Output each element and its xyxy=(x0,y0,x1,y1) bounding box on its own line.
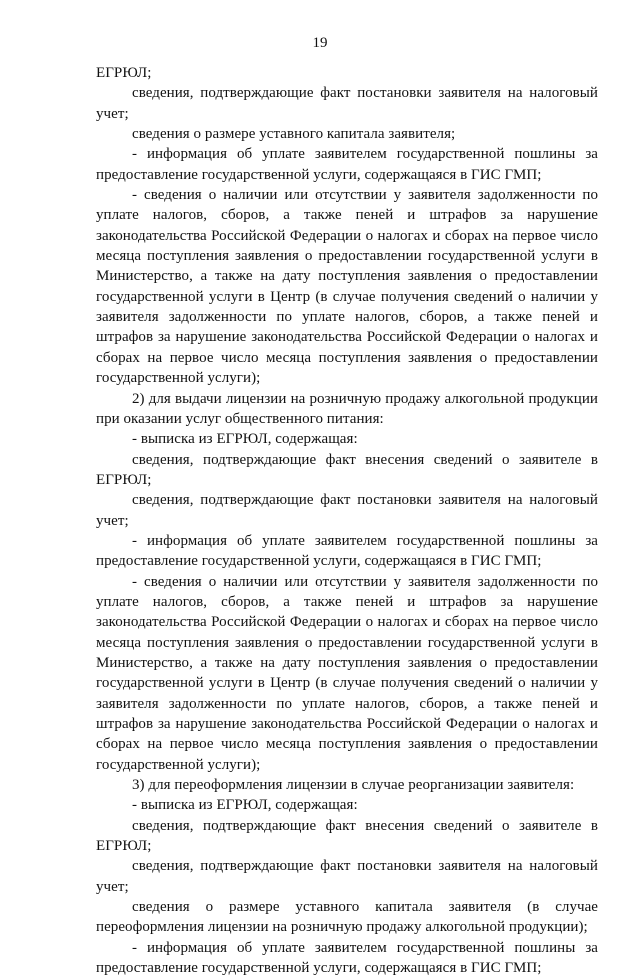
paragraph: - сведения о наличии или отсутствии у заявителя задолженности по уплате налогов, сборов, а также пеней и штрафов за нарушение законодательства Российской Федерации о налогах и сборах на первое число месяца поступления заявления о предоставлении государственной услуги в Министерство, а также на дату поступления заявления о предоставлении государственной услуги в Центр (в случае получения сведений о наличии у заявителя задолженности по уплате налогов, сборов, а также пеней и штрафов за нарушение законодательства Российской Федерации о налогах и сборах на первое число месяца поступления заявления о предоставлении государственной услуги); xyxy=(96,573,598,773)
paragraph: - информация об уплате заявителем государственной пошлины за предоставление государственной услуги, содержащаяся в ГИС ГМП; xyxy=(96,532,598,570)
paragraph: 3) для переоформления лицензии в случае реорганизации заявителя: xyxy=(132,777,575,794)
paragraph: сведения о размере уставного капитала заявителя; xyxy=(132,126,456,143)
paragraph: сведения, подтверждающие факт внесения сведений о заявителе в ЕГРЮЛ; xyxy=(96,451,598,488)
paragraph: сведения, подтверждающие факт постановки заявителя на налоговый учет; xyxy=(96,492,598,529)
document-body xyxy=(96,63,598,978)
paragraph: сведения, подтверждающие факт внесения сведений о заявителе в ЕГРЮЛ; xyxy=(96,817,598,855)
paragraph: ЕГРЮЛ; xyxy=(96,65,152,81)
paragraph: - сведения о наличии или отсутствии у заявителя задолженности по уплате налогов, сборов, а также пеней и штрафов за нарушение законодательства Российской Федерации о налогах и сборах на первое число месяца поступления заявления о предоставлении государственной услуги в Министерство, а также на дату поступления заявления о предоставлении государственной услуги в Центр (в случае получения сведений о наличии у заявителя задолженности по уплате налогов, сборов, а также пеней и штрафов за нарушение законодательства Российской Федерации о налогах и сборах на первое число месяца поступления заявления о предоставлении государственной услуги); xyxy=(96,187,598,387)
paragraph: - выписка из ЕГРЮЛ, содержащая: xyxy=(132,431,358,448)
paragraph: 2) для выдачи лицензии на розничную продажу алкогольной продукции при оказании услуг общественного питания: xyxy=(96,390,598,427)
paragraph: - информация об уплате заявителем государственной пошлины за предоставление государственной услуги, содержащаяся в ГИС ГМП; xyxy=(96,146,598,183)
paragraph: - информация об уплате заявителем государственной пошлины за предоставление государственной услуги, содержащаяся в ГИС ГМП; xyxy=(96,939,598,977)
paragraph: сведения, подтверждающие факт постановки заявителя на налоговый учет; xyxy=(96,85,598,122)
paragraph: сведения, подтверждающие факт постановки заявителя на налоговый учет; xyxy=(96,858,598,895)
page-number: 19 xyxy=(312,35,328,51)
paragraph: - выписка из ЕГРЮЛ, содержащая: xyxy=(132,797,358,814)
paragraph: сведения о размере уставного капитала заявителя (в случае переоформления лицензии на розничную продажу алкогольной продукции); xyxy=(96,899,598,936)
